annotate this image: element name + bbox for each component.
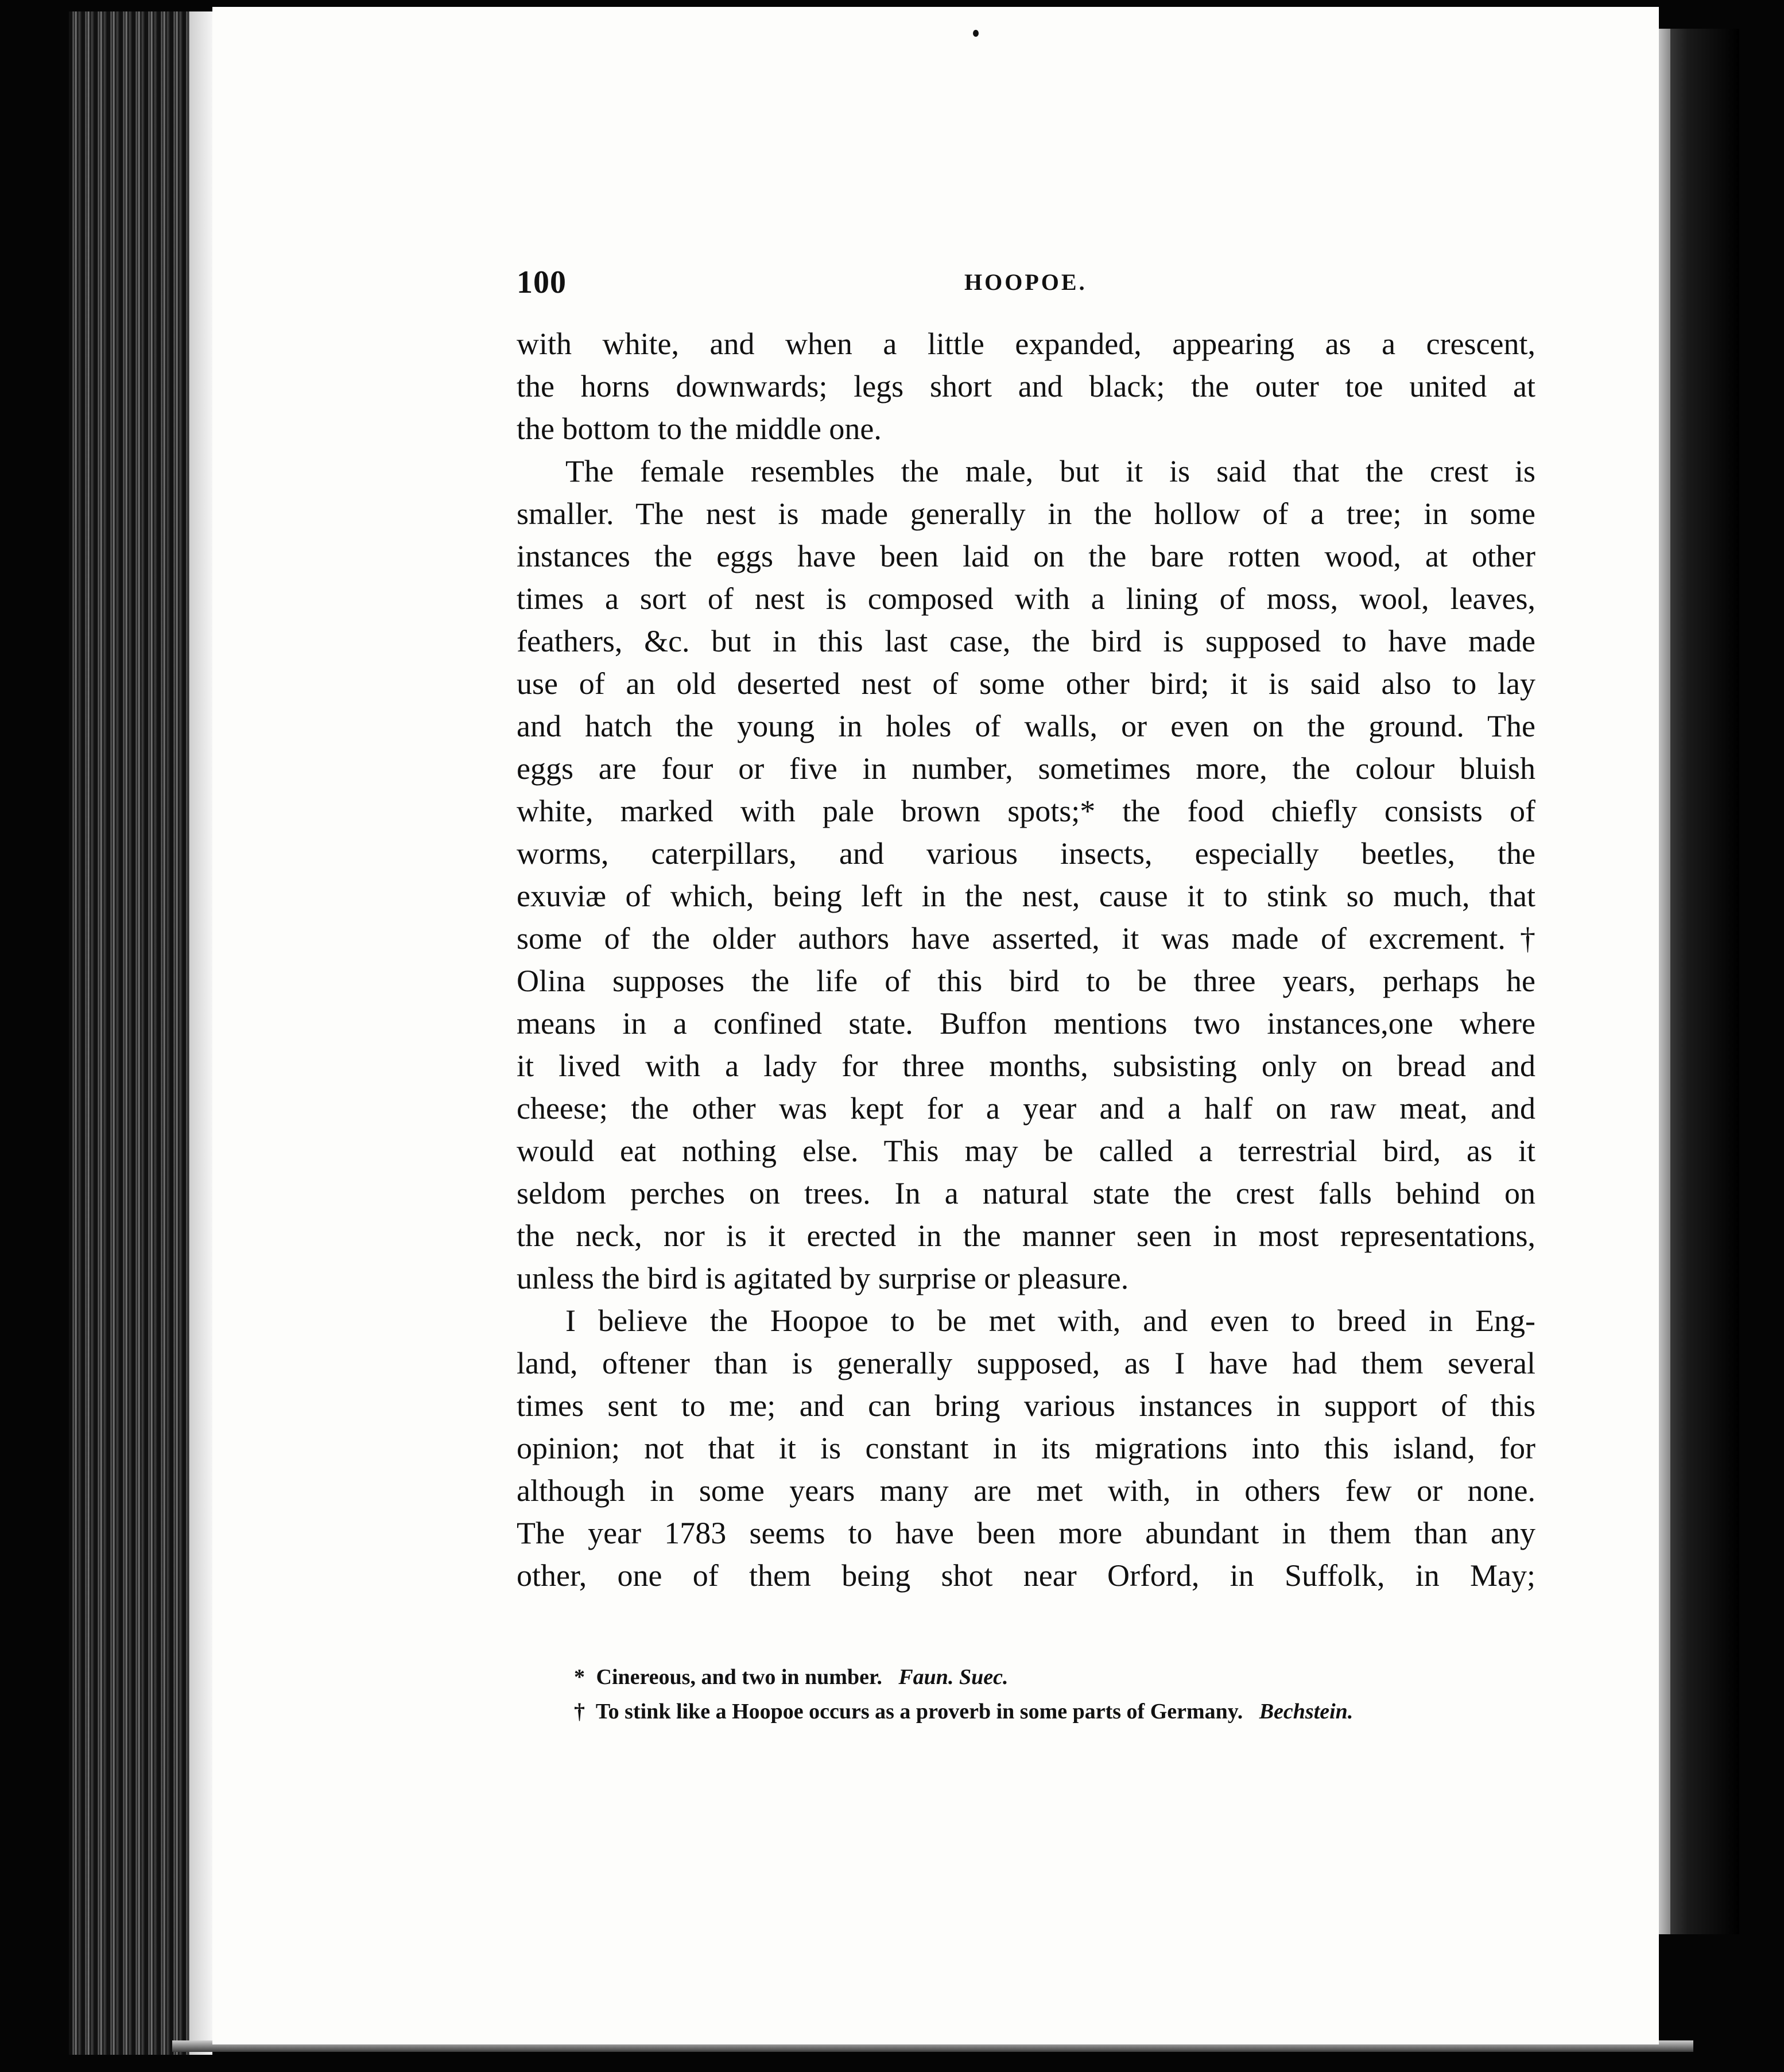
text-line: with white, and when a little expanded, appearing as a crescent,: [517, 327, 1535, 361]
text-line: exuviæ of which, being left in the nest, cause it to stink so much, that: [517, 879, 1535, 913]
text-line: I believe the Hoopoe to be met with, and even to breed in Eng-: [565, 1303, 1535, 1338]
page-number: 100: [517, 265, 567, 300]
footnotes: [574, 1660, 1521, 1729]
text-line: and hatch the young in holes of walls, or even on the ground. The: [517, 709, 1535, 743]
text-line: Olina supposes the life of this bird to be three years, perhaps he: [517, 964, 1535, 998]
text-line: the horns downwards; legs short and black; the outer toe united at: [517, 369, 1535, 403]
text-line: instances the eggs have been laid on the bare rotten wood, at other: [517, 539, 1535, 573]
text-line: feathers, &c. but in this last case, the bird is supposed to have made: [517, 624, 1535, 658]
text-line: The year 1783 seems to have been more abundant in them than any: [517, 1516, 1535, 1550]
text-line: use of an old deserted nest of some other bird; it is said also to lay: [517, 666, 1535, 701]
footnote-mark: †: [574, 1699, 585, 1724]
text-line: times a sort of nest is composed with a lining of moss, wool, leaves,: [517, 581, 1535, 616]
text-line: white, marked with pale brown spots;* the food chiefly consists of: [517, 794, 1535, 828]
footnote-mark: *: [574, 1665, 585, 1689]
text-line: means in a confined state. Buffon mentions two instances,one where: [517, 1006, 1535, 1041]
book-page-edges: [69, 11, 212, 2055]
text-line: smaller. The nest is made generally in the hollow of a tree; in some: [517, 496, 1535, 531]
text-line: would eat nothing else. This may be called a terrestrial bird, as it: [517, 1134, 1535, 1168]
footnote: [574, 1694, 1521, 1729]
text-line: worms, caterpillars, and various insects, especially beetles, the: [517, 836, 1535, 871]
text-line: some of the older authors have asserted, it was made of excrement.†: [517, 921, 1535, 956]
footnote: [574, 1660, 1521, 1694]
text-line: although in some years many are met with, in others few or none.: [517, 1473, 1535, 1508]
text-line: it lived with a lady for three months, subsisting only on bread and: [517, 1049, 1535, 1083]
footnote-source: Bechstein.: [1259, 1699, 1353, 1724]
text-line: unless the bird is agitated by surprise or pleasure.: [517, 1261, 1129, 1295]
text-line: cheese; the other was kept for a year and a half on raw meat, and: [517, 1091, 1535, 1126]
body-text: [517, 323, 1535, 1597]
text-line: other, one of them being shot near Orford, in Suffolk, in May;: [517, 1558, 1535, 1593]
footnote-source: Faun. Suec.: [898, 1665, 1009, 1689]
text-line: the neck, nor is it erected in the manner seen in most representations,: [517, 1219, 1535, 1253]
text-line: eggs are four or five in number, sometimes more, the colour bluish: [517, 751, 1535, 786]
right-gutter-shadow: [1653, 29, 1739, 1934]
footnote-text: To stink like a Hoopoe occurs as a proverb in some parts of Germany.: [595, 1699, 1243, 1724]
text-line: seldom perches on trees. In a natural state the crest falls behind on: [517, 1176, 1535, 1210]
running-title: HOOPOE.: [964, 269, 1087, 295]
ink-speck: [973, 30, 979, 37]
text-line: the bottom to the middle one.: [517, 412, 882, 446]
footnote-text: Cinereous, and two in number.: [596, 1665, 882, 1689]
text-line: land, oftener than is generally supposed, as I have had them several: [517, 1346, 1535, 1380]
text-line: times sent to me; and can bring various instances in support of this: [517, 1388, 1535, 1423]
running-head: [517, 264, 1538, 304]
text-line: opinion; not that it is constant in its migrations into this island, for: [517, 1431, 1535, 1465]
text-line: The female resembles the male, but it is said that the crest is: [565, 454, 1535, 488]
